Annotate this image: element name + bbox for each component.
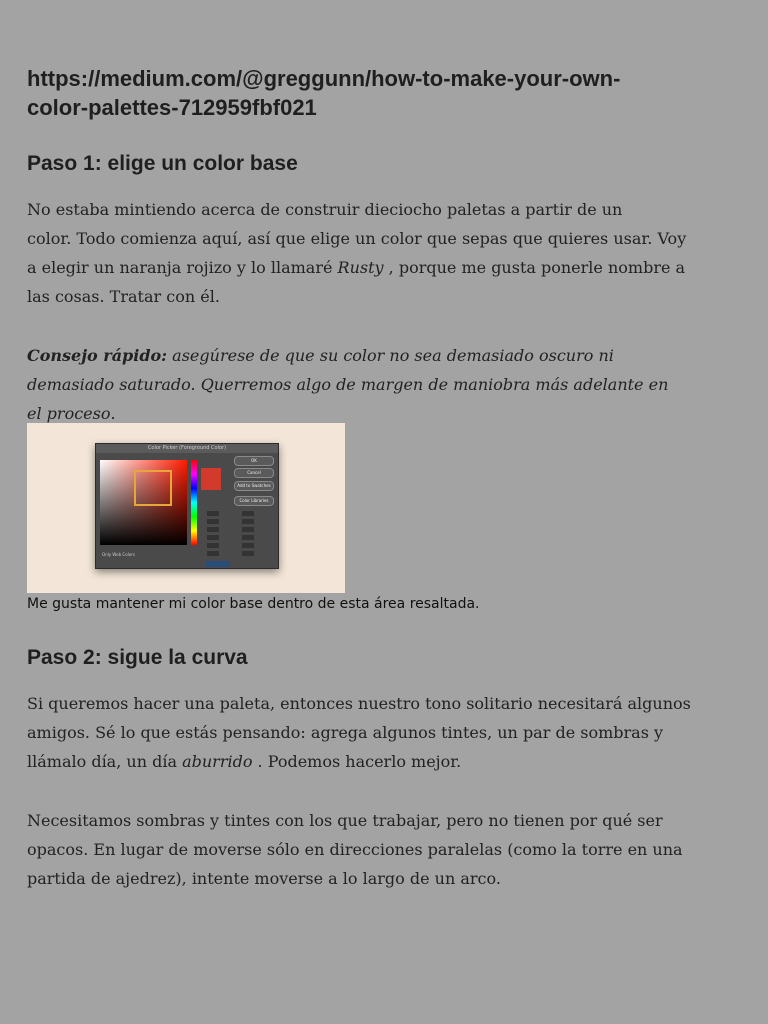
emphasis-aburrido: aburrido: [182, 752, 253, 771]
field-row: [201, 518, 219, 525]
saturation-value-field: [100, 460, 187, 545]
field-row: [236, 534, 254, 541]
color-picker-screenshot: [27, 423, 345, 593]
paragraph-text: .: [110, 404, 116, 423]
quick-tip-paragraph: [27, 341, 727, 428]
step-2-paragraph-2: [27, 806, 727, 893]
paragraph-line: partida de ajedrez), intente moverse a lo largo de un arco.: [27, 869, 501, 888]
paragraph-line: [27, 747, 727, 776]
paragraph-line: color. Todo comienza aquí, así que elige un color que sepas que quieres usar. Voy: [27, 229, 687, 248]
step-2-paragraph-1: [27, 689, 727, 776]
paragraph-text: el proceso: [27, 404, 111, 423]
add-to-swatches-button: Add to Swatches: [234, 481, 274, 491]
field-row: [201, 542, 219, 549]
source-url[interactable]: [27, 64, 727, 122]
field-row: [201, 526, 219, 533]
lab-cmyk-fields: [236, 510, 254, 558]
paragraph-line: No estaba mintiendo acerca de construir dieciocho paletas a partir de un: [27, 200, 623, 219]
figure-caption: Me gusta mantener mi color base dentro de esta área resaltada.: [27, 596, 480, 612]
field-row: [236, 510, 254, 517]
step-1-heading: Paso 1: elige un color base: [27, 152, 298, 175]
paragraph-text: a elegir un naranja rojizo y lo llamaré: [27, 258, 338, 277]
only-web-colors-checkbox: Only Web Colors: [102, 552, 135, 557]
field-row: [201, 534, 219, 541]
field-row: [236, 526, 254, 533]
paragraph-text: llámalo día, un día: [27, 752, 183, 771]
paragraph-line: las cosas. Tratar con él.: [27, 287, 220, 306]
paragraph-line: [27, 341, 727, 370]
paragraph-text: . Podemos hacerlo mejor.: [252, 752, 462, 771]
hue-slider: [191, 460, 197, 545]
field-row: [201, 550, 219, 557]
hsb-rgb-fields: [201, 510, 219, 558]
step-2-heading: Paso 2: sigue la curva: [27, 646, 248, 669]
source-url-line-2: color-palettes-712959fbf021: [27, 95, 317, 120]
ok-button: OK: [234, 456, 274, 466]
paragraph-line: demasiado saturado. Querremos algo de margen de maniobra más adelante en: [27, 375, 669, 394]
cancel-button: Cancel: [234, 468, 274, 478]
paragraph-line: amigos. Sé lo que estás pensando: agrega algunos tintes, un par de sombras y: [27, 723, 664, 742]
emphasis-rusty: Rusty: [337, 258, 384, 277]
field-row: [236, 542, 254, 549]
dialog-title: Color Picker (Foreground Color): [96, 444, 278, 453]
paragraph-line: Necesitamos sombras y tintes con los que trabajar, pero no tienen por qué ser: [27, 811, 663, 830]
field-row: [236, 550, 254, 557]
paragraph-text: asegúrese de que su color no sea demasiado oscuro ni: [167, 346, 614, 365]
highlighted-area: [134, 470, 172, 506]
hex-field: [206, 561, 230, 567]
paragraph-text: , porque me gusta ponerle nombre a: [383, 258, 686, 277]
field-row: [201, 510, 219, 517]
field-row: [236, 518, 254, 525]
current-color-swatch: [201, 479, 221, 490]
source-url-line-1: https://medium.com/@greggunn/how-to-make-your-own-: [27, 66, 621, 91]
paragraph-line: opacos. En lugar de moverse sólo en direcciones paralelas (como la torre en una: [27, 840, 683, 859]
color-libraries-button: Color Libraries: [234, 496, 274, 506]
step-1-paragraph: [27, 195, 727, 311]
paragraph-line: [27, 253, 727, 282]
color-picker-dialog: [95, 443, 279, 569]
paragraph-line: Si queremos hacer una paleta, entonces nuestro tono solitario necesitará algunos: [27, 694, 691, 713]
tip-label: Consejo rápido:: [27, 346, 168, 365]
new-color-swatch: [201, 468, 221, 479]
